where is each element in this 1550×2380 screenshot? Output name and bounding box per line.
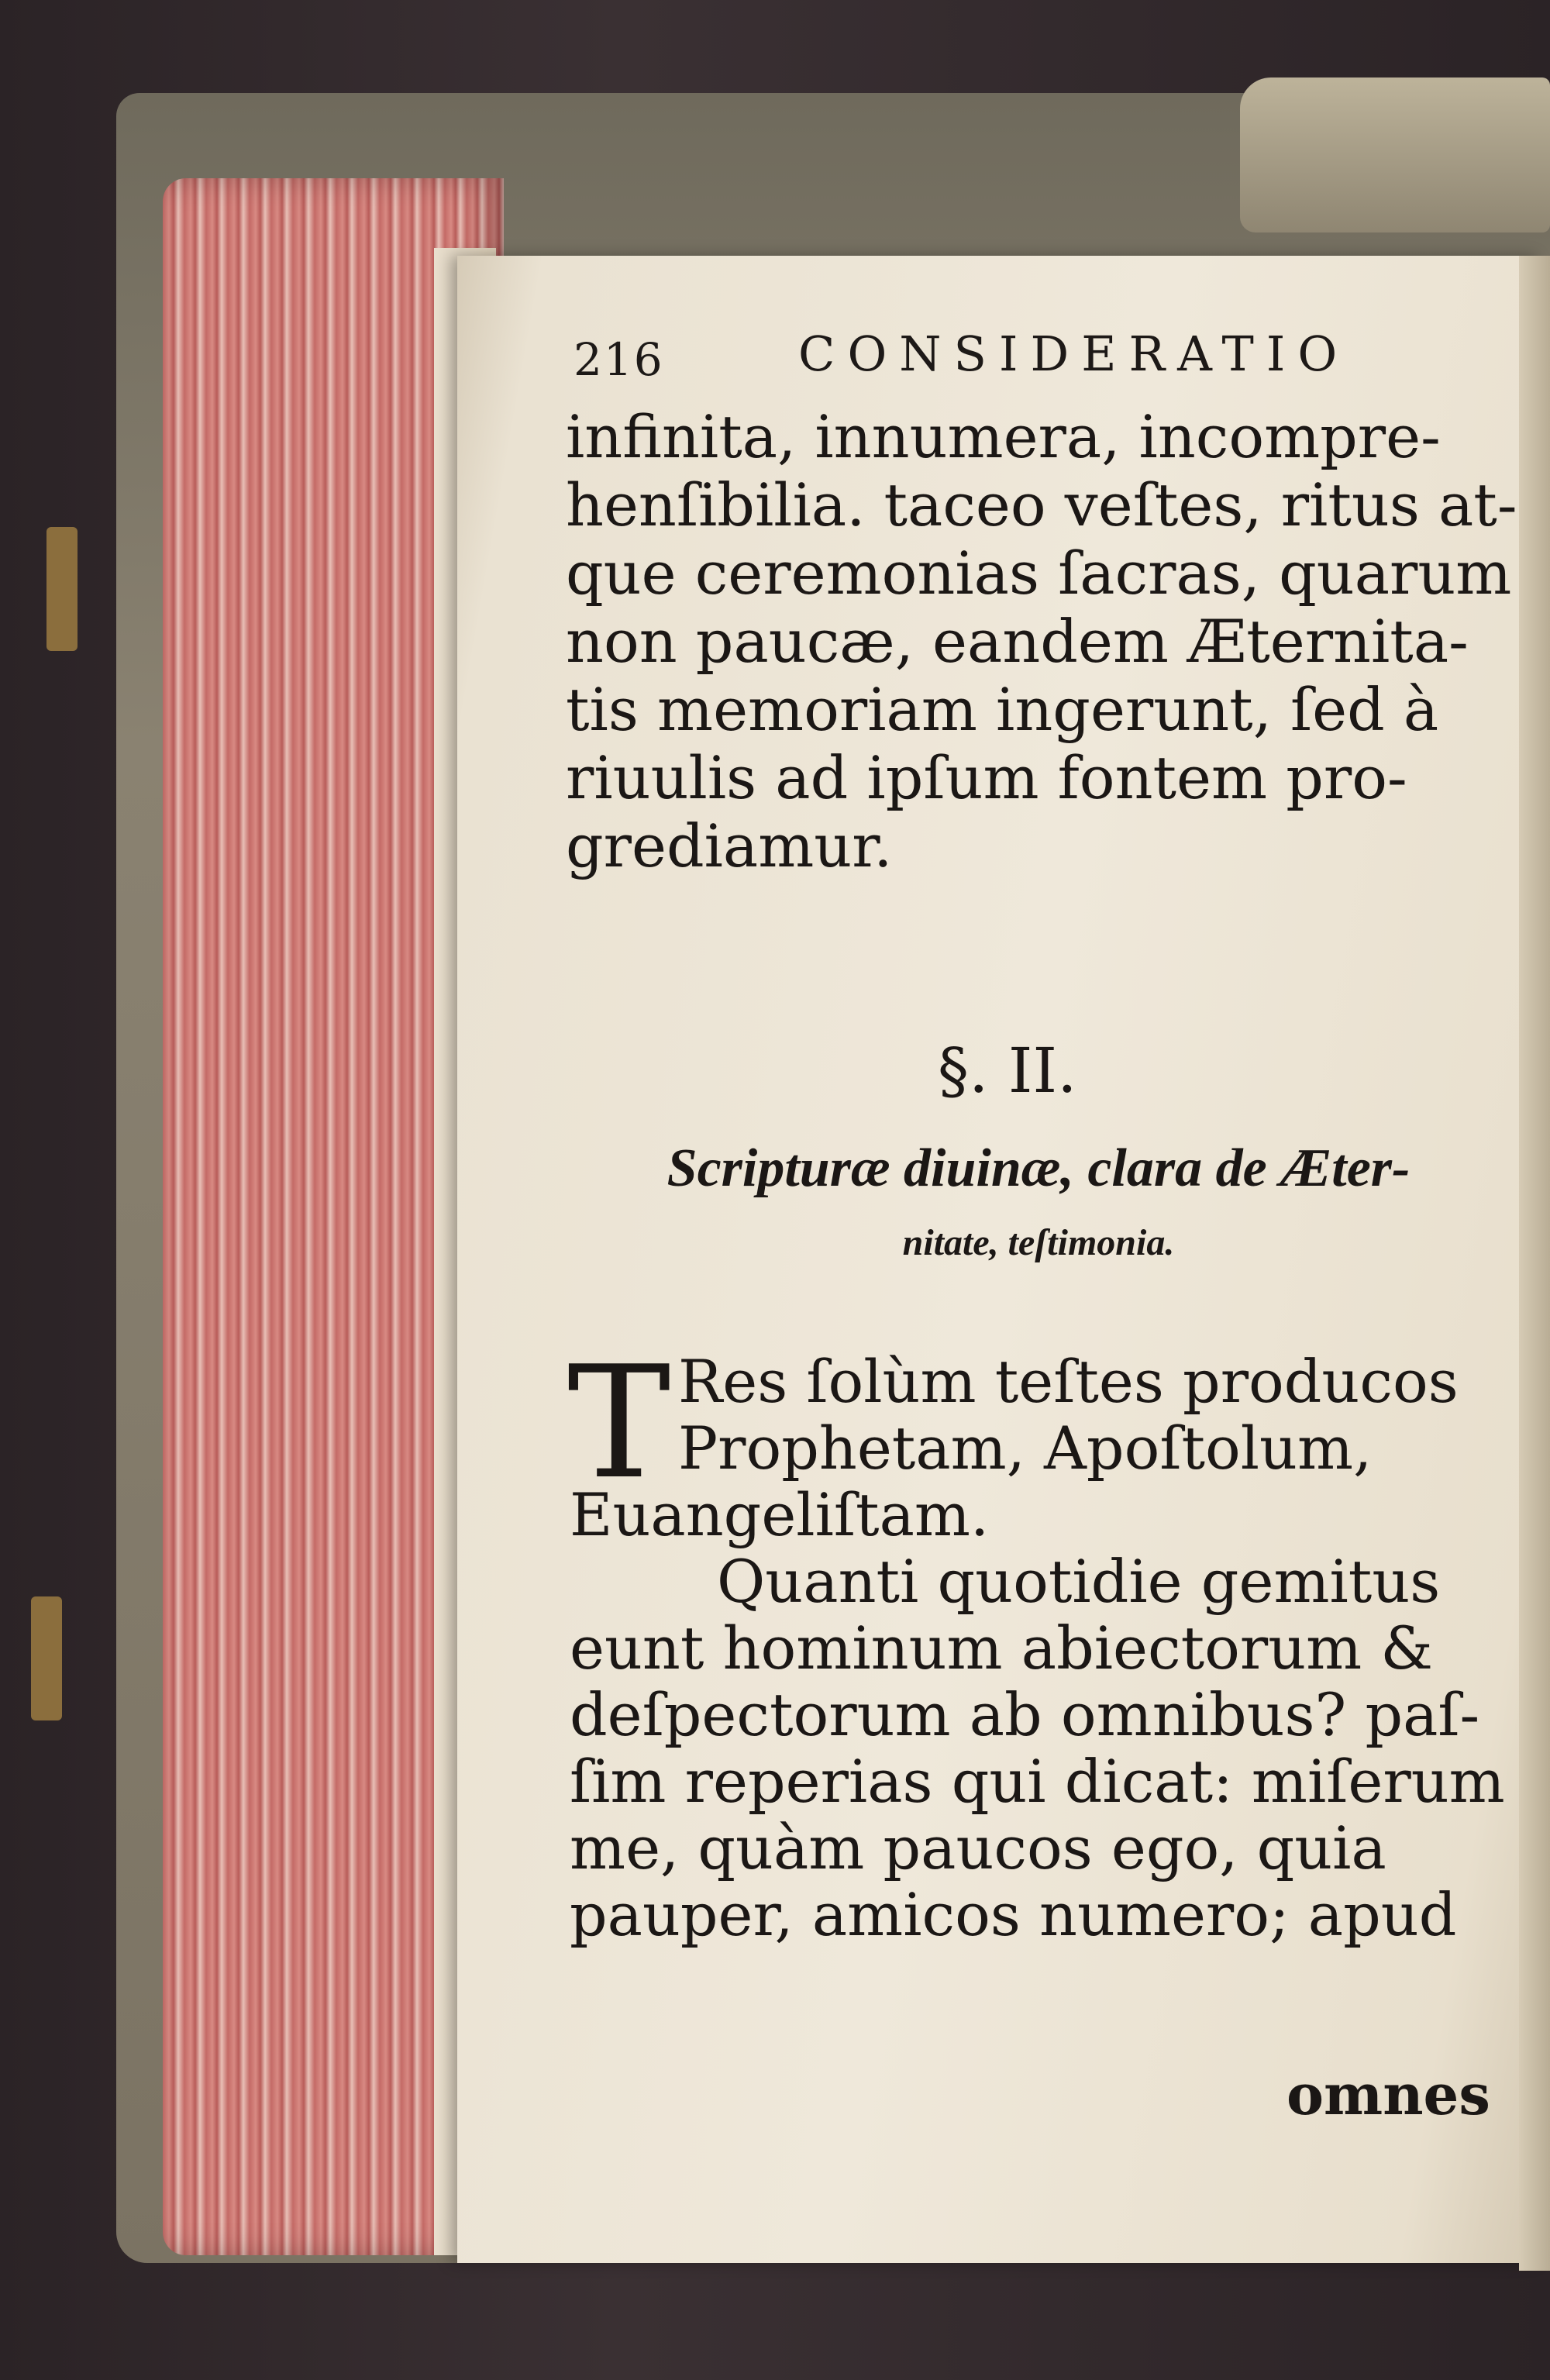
- clasp-lower: [31, 1596, 62, 1720]
- text-line: infinita, innumera, incompre-: [566, 402, 1441, 471]
- drop-cap: T: [567, 1333, 671, 1514]
- clasp-upper: [46, 527, 78, 651]
- running-title: CONSIDERATIO: [798, 325, 1350, 382]
- heading-line-1: Scripturæ diuinæ, clara de Æter-: [666, 1138, 1410, 1198]
- text-line: eunt hominum abiectorum &: [570, 1614, 1434, 1683]
- text-line: riuulis ad ipſum fontem pro-: [566, 743, 1407, 812]
- text-line: Quanti quotidie gemitus: [717, 1547, 1441, 1616]
- text-line: me, quàm paucos ego, quia: [570, 1813, 1386, 1882]
- running-head: [574, 325, 1426, 387]
- text-line: non paucæ, eandem Æternita-: [566, 607, 1469, 676]
- text-line: pauper, amicos numero; apud: [570, 1880, 1457, 1949]
- clasp-top: [1240, 77, 1550, 232]
- text-line: tis memoriam ingerunt, ſed à: [566, 675, 1439, 744]
- paragraph-1: [566, 402, 1517, 880]
- text-line: que ceremonias ſacras, quarum: [566, 539, 1512, 608]
- section-heading: [604, 1131, 1472, 1280]
- paragraph-2: [570, 1347, 1505, 1949]
- text-line: grediamur.: [566, 811, 893, 880]
- section-mark: §. II.: [938, 1035, 1077, 1107]
- text-line: ſim reperias qui dicat: miſerum: [570, 1747, 1505, 1816]
- text-line: deſpectorum ab omnibus? paſ-: [570, 1680, 1480, 1749]
- catchword: omnes: [1286, 2061, 1490, 2127]
- facing-page-edge: [1519, 256, 1550, 2271]
- text-line: Euangeliſtam.: [570, 1480, 990, 1549]
- text-line: Res ſolùm teſtes producos: [678, 1347, 1459, 1416]
- heading-line-2: nitate, teſtimonia.: [902, 1222, 1175, 1263]
- text-line: Prophetam, Apoſtolum,: [678, 1414, 1373, 1483]
- page-number: 216: [574, 333, 664, 386]
- text-line: henſibilia. taceo veſtes, ritus at-: [566, 470, 1517, 539]
